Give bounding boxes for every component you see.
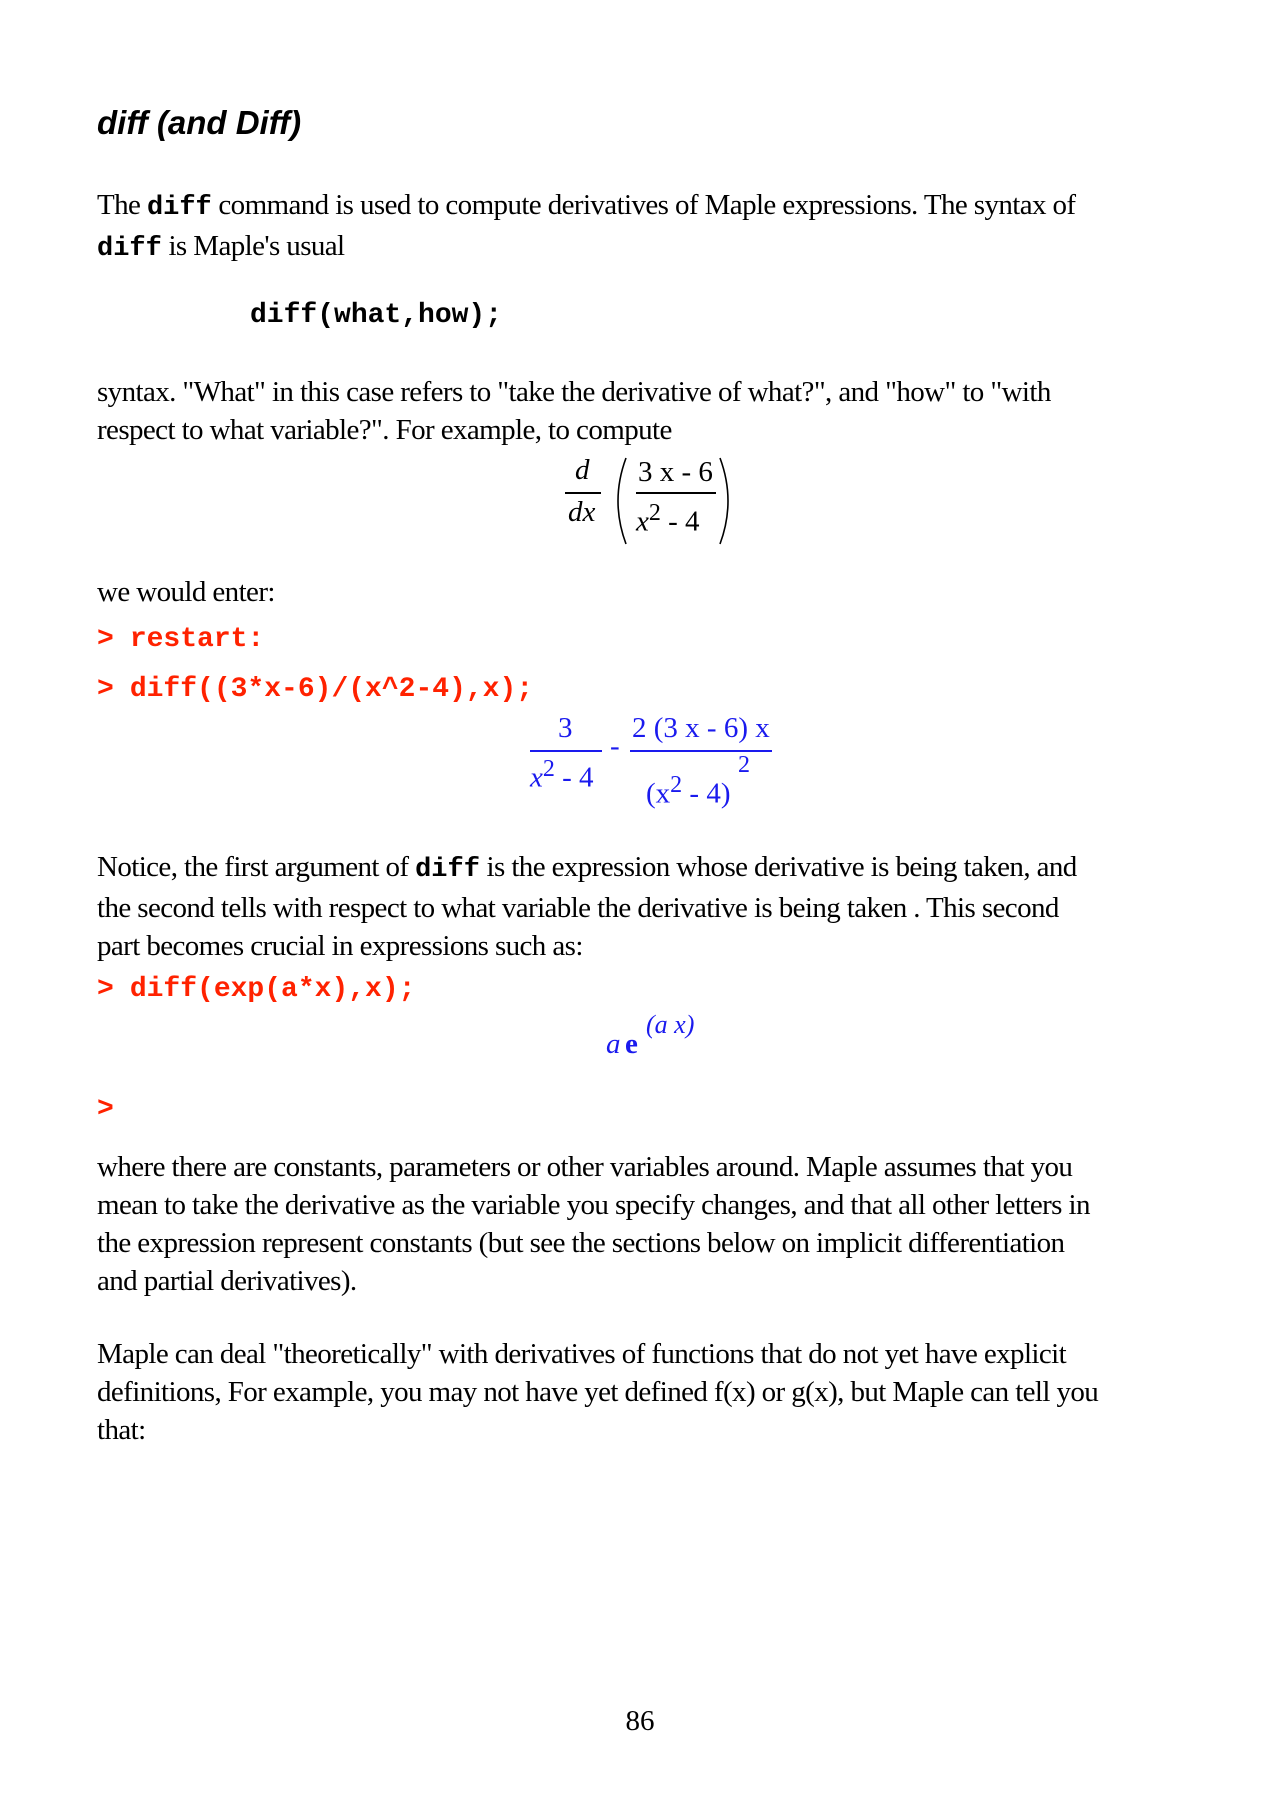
left-paren <box>608 456 630 546</box>
fraction-bar <box>630 750 772 752</box>
x-var: x <box>530 761 543 794</box>
e-const: e <box>625 1028 638 1060</box>
outer-exp: 2 <box>738 752 750 778</box>
den-rest: - 4 <box>554 761 594 794</box>
notice-paragraph <box>97 848 1197 965</box>
maple-paragraph <box>97 1335 1197 1449</box>
syntax-example: diff(what,how); <box>250 300 503 331</box>
command-diff-exp[interactable] <box>97 974 415 1005</box>
math-denominator <box>636 500 700 539</box>
intro-text-b: command is used to compute derivatives of Maple expressions. The syntax of <box>211 189 1076 221</box>
notice-text-a: Notice, the first argument of <box>97 851 416 883</box>
math-d: d <box>575 454 590 486</box>
lead-in-text: we would enter: <box>97 576 275 608</box>
intro-text-a: The <box>97 189 147 221</box>
term1-numerator: 3 <box>558 712 573 744</box>
where-line: the expression represent constants (but see the sections below on implicit differentiation <box>97 1227 1065 1259</box>
fraction-bar <box>530 750 602 752</box>
prompt-symbol: > <box>97 1094 114 1125</box>
intro-text-c: is Maple's usual <box>161 230 345 262</box>
empty-prompt[interactable] <box>97 1094 130 1125</box>
math-numerator <box>638 456 713 489</box>
explain-line: syntax. "What" in this case refers to "take the derivative of what?", and "how" to "with <box>97 376 1051 408</box>
explain-line: respect to what variable?". For example, to compute <box>97 414 672 446</box>
prompt-symbol: > <box>97 974 114 1005</box>
fraction-bar <box>636 492 716 494</box>
where-line: and partial derivatives). <box>97 1265 357 1297</box>
where-line: mean to take the derivative as the variable you specify changes, and that all other letters in <box>97 1189 1090 1221</box>
denominator-rest: - 4 <box>660 505 700 538</box>
where-paragraph <box>97 1148 1197 1300</box>
command-text: diff(exp(a*x),x); <box>129 974 416 1005</box>
maple-line: that: <box>97 1414 146 1446</box>
command-text: diff((3*x-6)/(x^2-4),x); <box>129 674 534 705</box>
inline-code-diff: diff <box>415 855 480 885</box>
explain-paragraph <box>97 373 1197 449</box>
inline-code-diff: diff <box>97 234 162 264</box>
right-paren <box>716 456 738 546</box>
denominator-exp: 2 <box>648 500 661 526</box>
term1-denominator <box>530 756 594 795</box>
den-inner: (x <box>646 777 671 810</box>
where-line: where there are constants, parameters or other variables around. Maple assumes that you <box>97 1151 1073 1183</box>
intro-paragraph <box>97 186 1197 268</box>
minus-sign: - <box>610 730 620 762</box>
prompt-symbol: > <box>97 674 114 705</box>
command-diff-rational[interactable] <box>97 674 533 705</box>
command-restart[interactable] <box>97 624 264 655</box>
page-number: 86 <box>625 1705 655 1737</box>
notice-line: the second tells with respect to what variable the derivative is being taken . This second <box>97 892 1059 924</box>
exp-2: 2 <box>542 756 555 782</box>
den-inner-rest: - 4) <box>682 777 731 810</box>
math-dx: dx <box>568 496 596 528</box>
maple-line: definitions, For example, you may not have yet defined f(x) or g(x), but Maple can tell you <box>97 1376 1099 1408</box>
fraction-bar <box>565 492 601 494</box>
maple-line: Maple can deal "theoretically" with derivatives of functions that do not yet have explicit <box>97 1338 1067 1370</box>
exponent: (a x) <box>646 1010 695 1039</box>
section-heading: diff (and Diff) <box>97 104 302 141</box>
inline-code-diff: diff <box>146 193 212 223</box>
denominator-x: x <box>636 505 649 538</box>
a-var: a <box>606 1028 621 1060</box>
term2-denominator <box>646 772 731 811</box>
notice-text-b: is the expression whose derivative is being taken, and <box>479 851 1077 883</box>
numerator-text: 3 x - 6 <box>638 456 713 488</box>
notice-line: part becomes crucial in expressions such as: <box>97 930 583 962</box>
prompt-symbol: > <box>97 624 114 655</box>
command-text: restart: <box>129 624 265 655</box>
inner-exp: 2 <box>670 772 683 798</box>
term2-numerator: 2 (3 x - 6) x <box>632 712 770 744</box>
